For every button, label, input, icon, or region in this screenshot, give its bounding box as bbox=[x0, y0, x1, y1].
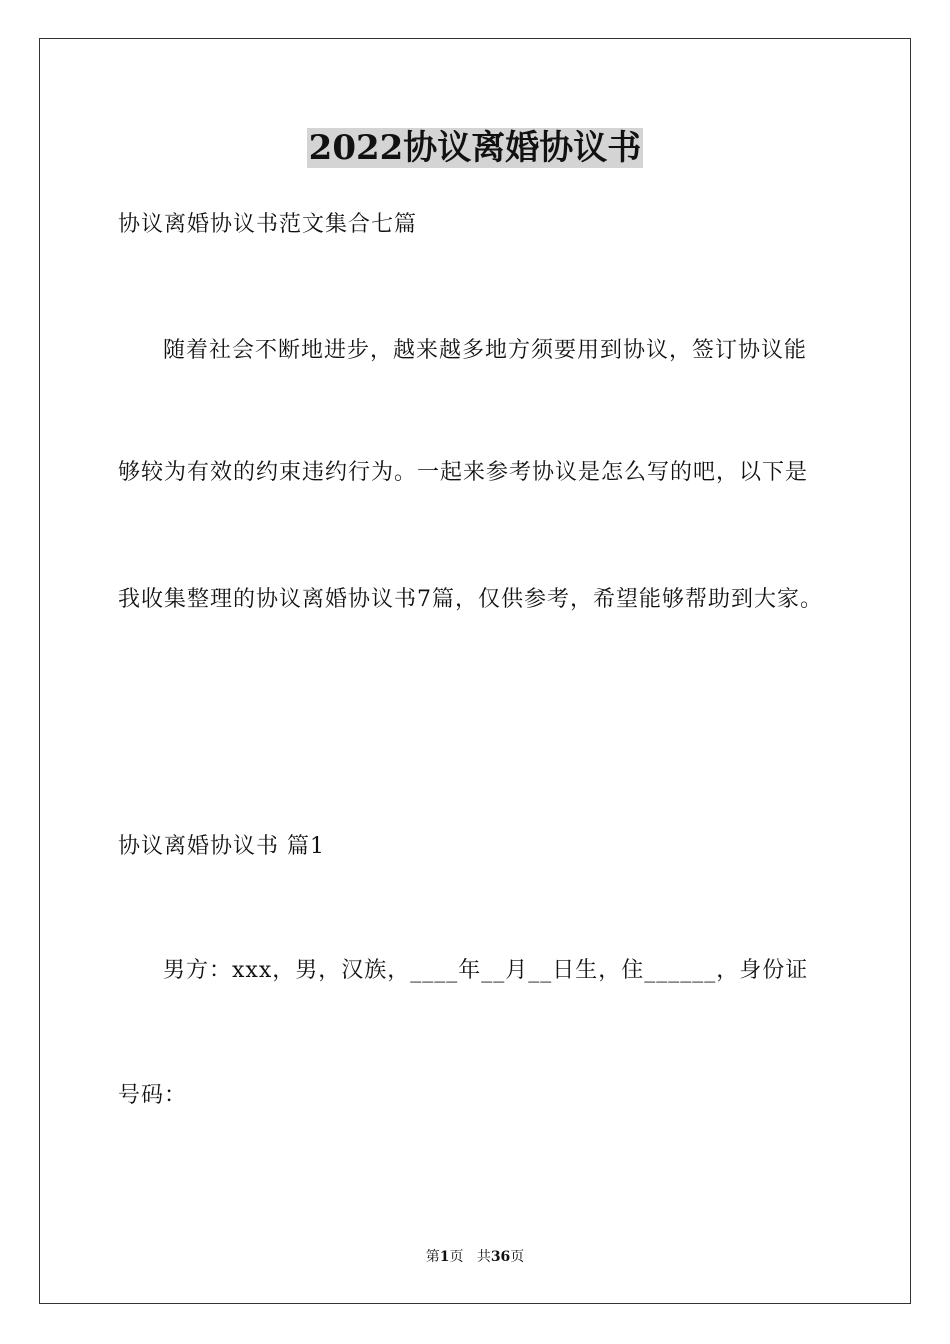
intro-line-2: 够较为有效的约束违约行为。一起来参考协议是怎么写的吧，以下是 bbox=[118, 460, 809, 485]
section-heading: 协议离婚协议书 篇1 bbox=[118, 834, 325, 859]
document-title-text: 2022协议离婚协议书 bbox=[308, 128, 642, 168]
footer-total-prefix: 共 bbox=[476, 1249, 491, 1265]
document-subtitle: 协议离婚协议书范文集合七篇 bbox=[118, 212, 418, 237]
footer-page-suffix: 页 bbox=[449, 1249, 464, 1265]
body-line-2: 号码： bbox=[118, 1083, 188, 1108]
body-line-1: 男方：xxx，男，汉族，____年__月__日生，住______，身份证 bbox=[163, 958, 809, 983]
footer-total-suffix: 页 bbox=[510, 1249, 525, 1265]
footer-page-prefix: 第 bbox=[425, 1249, 440, 1265]
document-title bbox=[0, 126, 950, 170]
intro-line-1: 随着社会不断地进步，越来越多地方须要用到协议，签订协议能 bbox=[163, 338, 808, 363]
footer-page-number: 1 bbox=[439, 1249, 450, 1265]
intro-line-3: 我收集整理的协议离婚协议书7篇，仅供参考，希望能够帮助到大家。 bbox=[118, 587, 823, 612]
footer-total-pages: 36 bbox=[490, 1249, 511, 1265]
page-footer bbox=[0, 1247, 950, 1267]
